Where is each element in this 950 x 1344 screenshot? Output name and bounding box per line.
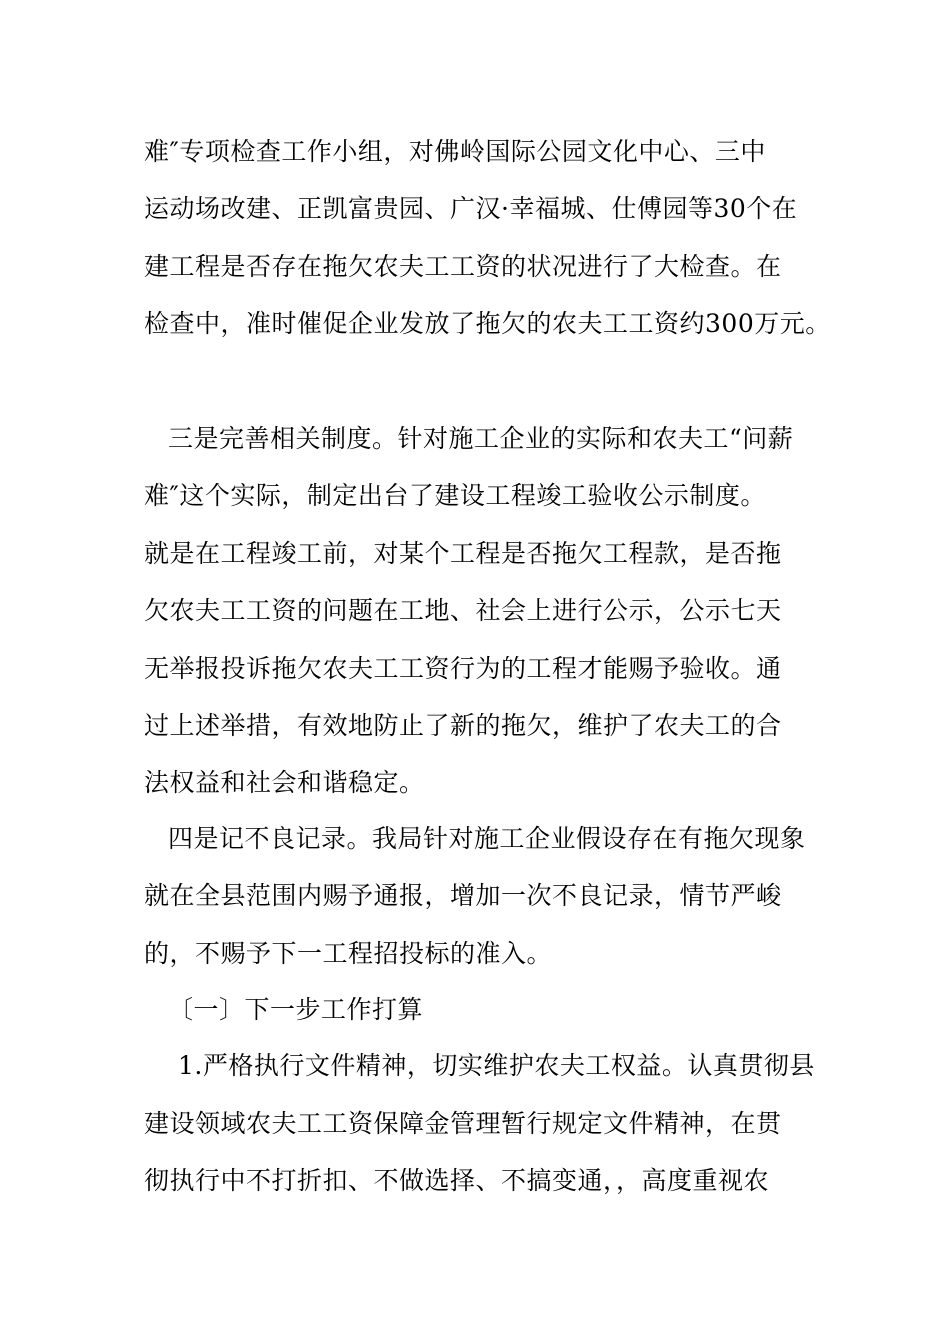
text-line: 三是完善相关制度。针对施工企业的实际和农夫工“问薪	[168, 424, 794, 453]
text-line: 就是在工程竣工前，对某个工程是否拖欠工程款，是否拖	[144, 539, 782, 568]
text-line: 法权益和社会和谐稳定。	[144, 768, 425, 797]
text-line: 检查中，准时催促企业发放了拖欠的农夫工工资约300万元。	[144, 309, 831, 338]
text-line: 建设领域农夫工工资保障金管理暂行规定文件精神，在贯	[144, 1109, 782, 1138]
section-heading: 〔一〕下一步工作打算	[168, 995, 424, 1024]
text-line: 建工程是否存在拖欠农夫工工资的状况进行了大检查。在	[144, 252, 782, 281]
text-line: 无举报投诉拖欠农夫工工资行为的工程才能赐予验收。通	[144, 654, 782, 683]
text-line: 彻执行中不打折扣、不做选择、不搞变通，，高度重视农	[144, 1166, 770, 1195]
text-line: 就在全县范围内赐予通报，增加一次不良记录，情节严峻	[144, 881, 782, 910]
text-line: 难″专项检查工作小组，对佛岭国际公园文化中心、三中	[144, 137, 766, 166]
text-line: 过上述举措，有效地防止了新的拖欠，维护了农夫工的合	[144, 711, 782, 740]
text-line: 四是记不良记录。我局针对施工企业假设存在有拖欠现象	[168, 824, 806, 853]
text-line: 1.严格执行文件精神，切实维护农夫工权益。认真贯彻县	[178, 1051, 815, 1080]
text-line: 难″这个实际，制定出台了建设工程竣工验收公示制度。	[144, 481, 766, 510]
text-line: 运动场改建、正凯富贵园、广汉·幸福城、仕傅园等30个在	[144, 194, 798, 223]
text-line: 欠农夫工工资的问题在工地、社会上进行公示，公示七天	[144, 596, 782, 625]
text-line: 的，不赐予下一工程招投标的准入。	[144, 939, 553, 968]
